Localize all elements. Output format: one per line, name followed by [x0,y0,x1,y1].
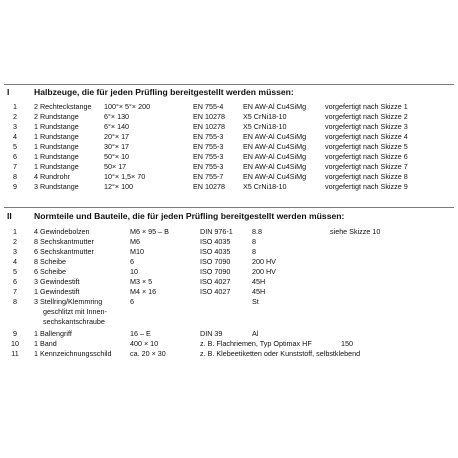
row-material: EN AW-Al Cu4SiMg [243,102,307,111]
row-number: 8 [13,172,17,181]
row-standard: ISO 7090 [200,257,231,266]
row-material: 45H [252,287,266,296]
row-material: EN AW-Al Cu4SiMg [243,152,307,161]
row-dimensions: ca. 20 × 30 [130,349,166,358]
row-material: X5 CrNi18-10 [243,112,287,121]
row-item: 1 Rundstange [34,162,79,171]
table-row [0,122,458,132]
row-material: 200 HV [252,267,276,276]
row-note: vorgefertigt nach Skizze 6 [325,152,408,161]
row-number: 5 [13,267,17,276]
table-row [0,297,458,307]
row-note: vorgefertigt nach Skizze 5 [325,142,408,151]
row-item: 8 Scheibe [34,257,66,266]
row-dimensions: M10 [130,247,144,256]
row-note: vorgefertigt nach Skizze 7 [325,162,408,171]
row-note: 150 [341,339,353,348]
row-standard: EN 10278 [193,182,225,191]
row-standard: EN 10278 [193,112,225,121]
row-note: vorgefertigt nach Skizze 3 [325,122,408,131]
row-item: 2 Rundstange [34,112,79,121]
row-number: 7 [13,162,17,171]
row-standard: EN 755-3 [193,162,224,171]
row-number: 3 [13,122,17,131]
row-item-continuation: geschlitzt mit Innen- [43,307,107,316]
row-material: 45H [252,277,266,286]
table-row [0,102,458,112]
table-row [0,182,458,192]
row-dimensions: M4 × 16 [130,287,157,296]
row-item: 1 Rundstange [34,132,79,141]
row-material: X5 CrNi18-10 [243,182,287,191]
row-dimensions: 50°× 10 [104,152,130,161]
row-item: 4 Rundrohr [34,172,70,181]
row-material: 200 HV [252,257,276,266]
row-material: EN AW-Al Cu4SiMg [243,132,307,141]
row-standard: ISO 4035 [200,247,231,256]
row-item: 3 Stellring/Klemmring [34,297,103,306]
row-number: 4 [13,132,17,141]
row-dimensions: 16 – E [130,329,151,338]
table-row [0,339,458,349]
row-note: vorgefertigt nach Skizze 8 [325,172,408,181]
row-number: 2 [13,112,17,121]
row-standard: ISO 7090 [200,267,231,276]
row-standard: ISO 4027 [200,277,231,286]
section-2-title: Normteile und Bauteile, die für jeden Prüfling bereitgestellt werden müssen: [34,211,345,221]
row-material: EN AW-Al Cu4SiMg [243,172,307,181]
section-2-number: II [7,211,12,221]
row-item: 1 Gewindestift [34,287,80,296]
row-number: 2 [13,237,17,246]
section-1-number: I [7,87,10,97]
row-standard: EN 755-3 [193,132,224,141]
row-material: 8.8 [252,227,262,236]
row-dimensions: 6°× 130 [104,112,130,121]
row-standard: DIN 976-1 [200,227,233,236]
row-dimensions: 50× 17 [104,162,127,171]
row-item: 1 Rundstange [34,122,79,131]
table-row [0,247,458,257]
row-standard: ISO 4027 [200,287,231,296]
row-material: 8 [252,247,256,256]
row-dimensions: M6 [130,237,140,246]
row-dimensions: 400 × 10 [130,339,159,348]
section-1-heading [0,87,458,99]
row-item: 2 Rechteckstange [34,102,92,111]
row-number: 9 [13,182,17,191]
row-dimensions: 100°× 5°× 200 [104,102,151,111]
row-item-continuation: sechskantschraube [43,317,105,326]
row-item: 1 Ballengriff [34,329,72,338]
row-material: EN AW-Al Cu4SiMg [243,142,307,151]
row-dimensions: 6 [130,257,134,266]
row-dimensions: 10°× 1,5× 70 [104,172,146,181]
row-note: vorgefertigt nach Skizze 4 [325,132,408,141]
row-item: 6 Sechskantmutter [34,247,94,256]
row-material: X5 CrNi18-10 [243,122,287,131]
row-number: 1 [13,102,17,111]
row-standard: EN 10278 [193,122,225,131]
row-number: 3 [13,247,17,256]
row-number: 6 [13,152,17,161]
row-standard: z. B. Flachriemen, Typ Optimax HF [200,339,312,348]
row-number: 4 [13,257,17,266]
table-row [0,142,458,152]
row-note: vorgefertigt nach Skizze 2 [325,112,408,121]
table-row [0,257,458,267]
row-item: 1 Kennzeichnungsschild [34,349,112,358]
row-standard: EN 755-3 [193,152,224,161]
row-number: 8 [13,297,17,306]
section-2-heading [0,211,458,223]
divider [4,84,454,85]
row-dimensions: 6°× 140 [104,122,130,131]
row-item: 4 Gewindebolzen [34,227,90,236]
row-material: Al [252,329,259,338]
row-material: EN AW-Al Cu4SiMg [243,162,307,171]
row-standard: EN 755-4 [193,102,224,111]
row-material: St [252,297,259,306]
row-standard: ISO 4035 [200,237,231,246]
row-item: 6 Scheibe [34,267,66,276]
row-item: 3 Rundstange [34,182,79,191]
section-1-title: Halbzeuge, die für jeden Prüfling bereitgestellt werden müssen: [34,87,294,97]
row-dimensions: M6 × 95 – B [130,227,169,236]
row-dimensions: 12°× 100 [104,182,134,191]
table-row [0,277,458,287]
row-note: siehe Skizze 10 [330,227,381,236]
table-row [0,329,458,339]
row-item: 1 Band [34,339,57,348]
row-number: 10 [11,339,19,348]
row-material: 8 [252,237,256,246]
table-row [0,152,458,162]
row-standard: EN 755-7 [193,172,224,181]
row-dimensions: 10 [130,267,138,276]
row-dimensions: M3 × 5 [130,277,153,286]
row-dimensions: 30°× 17 [104,142,130,151]
row-standard: z. B. Klebeetiketten oder Kunststoff, selbstklebend [200,349,361,358]
row-number: 9 [13,329,17,338]
table-row [0,267,458,277]
row-note: vorgefertigt nach Skizze 1 [325,102,408,111]
table-row [0,287,458,297]
row-number: 5 [13,142,17,151]
row-dimensions: 20°× 17 [104,132,130,141]
table-row [0,132,458,142]
table-row [0,237,458,247]
row-standard: EN 755-3 [193,142,224,151]
table-row [0,172,458,182]
row-item: 3 Gewindestift [34,277,80,286]
row-number: 7 [13,287,17,296]
table-row [0,162,458,172]
divider [4,207,454,208]
row-standard: DIN 39 [200,329,223,338]
row-item: 1 Rundstange [34,152,79,161]
row-number: 1 [13,227,17,236]
row-item: 8 Sechskantmutter [34,237,94,246]
row-note: vorgefertigt nach Skizze 9 [325,182,408,191]
row-item: 1 Rundstange [34,142,79,151]
row-number: 6 [13,277,17,286]
table-row [0,112,458,122]
row-dimensions: 6 [130,297,134,306]
row-number: 11 [11,349,19,358]
table-row [0,227,458,237]
table-row [0,349,458,359]
